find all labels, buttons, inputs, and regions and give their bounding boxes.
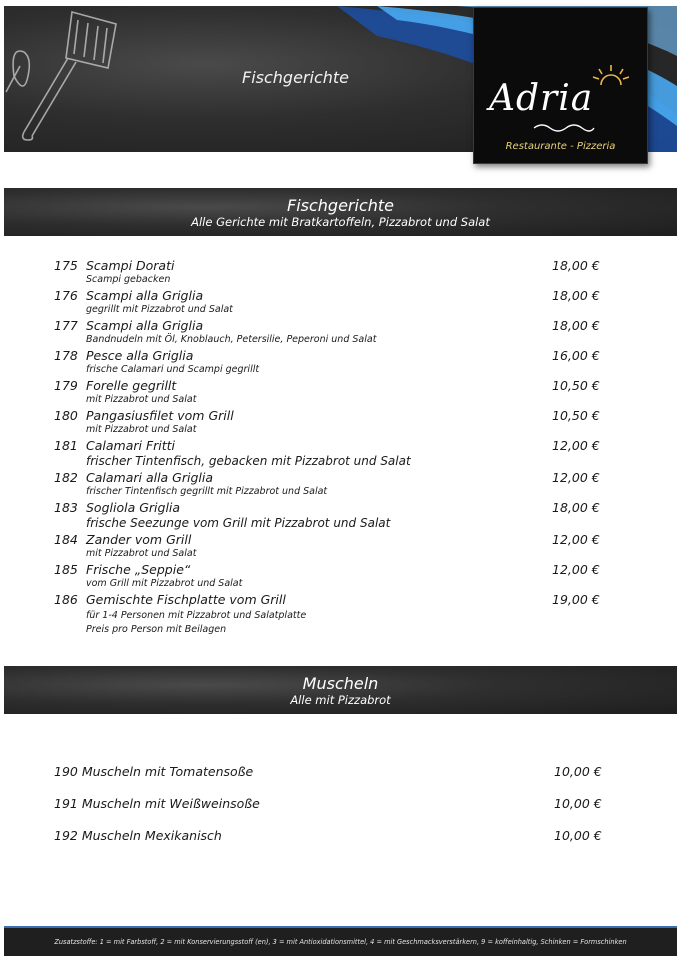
item-price: 12,00 € (552, 532, 600, 547)
item-name: Pesce alla Griglia (86, 348, 194, 363)
item-description: mit Pizzabrot und Salat (86, 548, 197, 559)
item-price: 18,00 € (552, 500, 600, 515)
item-number: 186 (54, 592, 78, 607)
item-name: 190 Muscheln mit Tomatensoße (54, 764, 254, 779)
item-name: Gemischte Fischplatte vom Grill (86, 592, 286, 607)
item-number: 183 (54, 500, 78, 515)
item-number: 180 (54, 408, 78, 423)
item-price: 18,00 € (552, 288, 600, 303)
item-name: Scampi alla Griglia (86, 288, 204, 303)
item-description: mit Pizzabrot und Salat (86, 394, 197, 405)
item-name: 192 Muscheln Mexikanisch (54, 828, 222, 843)
item-price: 10,00 € (554, 764, 602, 779)
item-description: Bandnudeln mit Öl, Knoblauch, Petersilie, Peperoni und Salat (86, 334, 377, 345)
item-description: gegrillt mit Pizzabrot und Salat (86, 304, 233, 315)
spatula-icon (4, 6, 134, 146)
item-price: 12,00 € (552, 438, 600, 453)
waves-icon (532, 122, 596, 134)
item-description: frischer Tintenfisch, gebacken mit Pizzabrot und Salat (86, 454, 411, 468)
item-number: 185 (54, 562, 78, 577)
section-title: Muscheln (302, 674, 379, 693)
logo-name: Adria (489, 78, 594, 119)
item-description: vom Grill mit Pizzabrot und Salat (86, 578, 243, 589)
item-price: 10,00 € (554, 796, 602, 811)
item-description: frische Calamari und Scampi gegrillt (86, 364, 260, 375)
item-description: für 1-4 Personen mit Pizzabrot und Salatplatte (86, 610, 307, 621)
logo-tagline: Restaurante - Pizzeria (505, 141, 616, 152)
item-number: 176 (54, 288, 78, 303)
item-price: 18,00 € (552, 258, 600, 273)
restaurant-logo (473, 7, 648, 164)
item-number: 177 (54, 318, 78, 333)
item-name: Calamari alla Griglia (86, 470, 214, 485)
item-name: Sogliola Griglia (86, 500, 181, 515)
section-subtitle: Alle mit Pizzabrot (290, 693, 391, 707)
item-price: 12,00 € (552, 470, 600, 485)
item-description: Scampi gebacken (86, 274, 171, 285)
item-name: Forelle gegrillt (86, 378, 177, 393)
item-price: 10,50 € (552, 378, 600, 393)
item-description: frische Seezunge vom Grill mit Pizzabrot und Salat (86, 516, 391, 530)
item-description: mit Pizzabrot und Salat (86, 424, 197, 435)
item-price: 16,00 € (552, 348, 600, 363)
item-number: 178 (54, 348, 78, 363)
item-name: 191 Muscheln mit Weißweinsoße (54, 796, 260, 811)
item-number: 181 (54, 438, 78, 453)
item-price: 18,00 € (552, 318, 600, 333)
fish-section-header (4, 188, 677, 236)
mussels-section-header (4, 666, 677, 714)
item-price: 10,50 € (552, 408, 600, 423)
section-subtitle: Alle Gerichte mit Bratkartoffeln, Pizzabrot und Salat (191, 215, 490, 229)
sun-icon (591, 63, 631, 93)
item-number: 175 (54, 258, 78, 273)
item-name: Scampi Dorati (86, 258, 175, 273)
item-number: 179 (54, 378, 78, 393)
item-name: Frische „Seppie“ (86, 562, 191, 577)
item-price: 19,00 € (552, 592, 600, 607)
item-price: 12,00 € (552, 562, 600, 577)
item-description: frischer Tintenfisch gegrillt mit Pizzabrot und Salat (86, 486, 328, 497)
header-title: Fischgerichte (242, 68, 349, 87)
item-number: 182 (54, 470, 78, 485)
item-price: 10,00 € (554, 828, 602, 843)
item-name: Pangasiusfilet vom Grill (86, 408, 234, 423)
additives-footer: Zusatzstoffe: 1 = mit Farbstoff, 2 = mit Konservierungsstoff (en), 3 = mit Antioxidationsmittel, 4 = mit Geschmacksverstärkern, 9 = koffeinhaltig, Schinken = Formschinken (4, 926, 677, 956)
item-name: Scampi alla Griglia (86, 318, 204, 333)
item-name: Calamari Fritti (86, 438, 176, 453)
section-title: Fischgerichte (287, 196, 394, 215)
item-name: Zander vom Grill (86, 532, 192, 547)
item-number: 184 (54, 532, 78, 547)
item-description: Preis pro Person mit Beilagen (86, 624, 227, 635)
